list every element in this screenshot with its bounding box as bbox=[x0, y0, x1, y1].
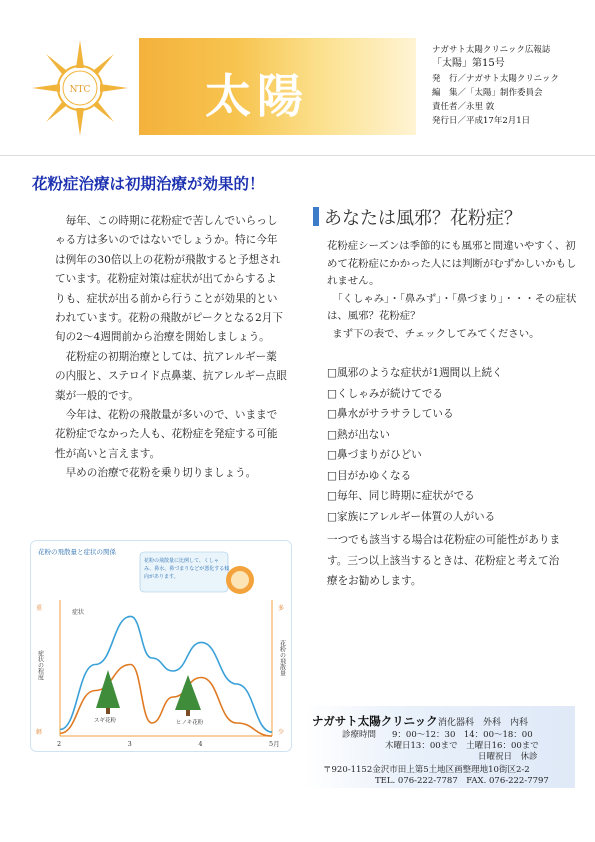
hours-label: 診療時間 bbox=[342, 730, 377, 740]
tree-label: スギ花粉 bbox=[94, 718, 117, 724]
callout-line-3: 向があります。 bbox=[144, 574, 179, 580]
callout-line-1: 花粉の飛散量に比例して、くしゃ bbox=[144, 558, 219, 564]
logo-text: NTC bbox=[69, 85, 91, 95]
intro-text: 「くしゃみ」・「鼻みず」・「鼻づまり」・・・その症状は、風邪？花粉症？ bbox=[327, 292, 577, 323]
x-tick-label: 3 bbox=[127, 740, 132, 748]
paragraph: 早めの治療で花粉を乗り切りましょう。 bbox=[65, 467, 257, 480]
checklist-item: □熱が出ない bbox=[327, 428, 390, 441]
tree-label: ヒノキ花粉 bbox=[176, 720, 204, 726]
y-top-right: 多 bbox=[278, 605, 285, 612]
meta-line: ナガサト太陽クリニック広報誌 bbox=[432, 45, 551, 55]
x-tick-label: 4 bbox=[198, 740, 203, 748]
clinic-address: 〒920-1152金沢市田上第5土地区画整理地10街区2-2 bbox=[323, 765, 530, 775]
clinic-holiday: 日曜祝日 休診 bbox=[478, 752, 538, 762]
quiz-conclusion: 一つでも該当する場合は花粉症の可能性があります。三つ以上該当するときは、花粉症と考えて治療をお勧めします。 bbox=[327, 534, 561, 587]
clinic-departments: 消化器科 外科 内科 bbox=[438, 718, 529, 728]
intro-text: 花粉症シーズンは季節的にも風邪と間違いやすく、初めて花粉症にかかった人には判断がむずかしいかもしれません。 bbox=[327, 240, 577, 288]
checklist-item: □風邪のような症状が1週間以上続く bbox=[327, 367, 503, 379]
series-label: 症状 bbox=[72, 609, 85, 616]
meta-line: 発行日／平成17年2月1日 bbox=[432, 116, 531, 126]
sun-logo-icon bbox=[30, 38, 130, 138]
checklist-item: □鼻づまりがひどい bbox=[327, 449, 422, 461]
newsletter-title: 太陽 bbox=[205, 69, 309, 123]
checklist-item: □鼻水がサラサラしている bbox=[327, 408, 454, 420]
divider bbox=[0, 155, 595, 156]
y-bottom-left: 軽 bbox=[36, 729, 43, 736]
y-label-left: 症状の程度 bbox=[36, 650, 44, 680]
paragraph: 今年は、花粉の飛散量が多いので、いままで花粉症でなかった人も、花粉症を発症する可能性が高いと言えます。 bbox=[55, 409, 278, 460]
clinic-tel: TEL. 076-222-7787 FAX. 076-222-7797 bbox=[375, 776, 549, 786]
y-label-right: 花粉の飛散量 bbox=[278, 640, 286, 676]
x-tick-label: 5月 bbox=[269, 740, 280, 748]
intro-text: まず下の表で、チェックしてみてください。 bbox=[332, 327, 540, 340]
x-tick-label: 2 bbox=[57, 740, 62, 748]
article-body bbox=[55, 212, 287, 484]
chart-title: 花粉の飛散量と症状の関係 bbox=[38, 548, 116, 556]
paragraph: 花粉症の初期治療としては、抗アレルギー薬の内服と、ステロイド点鼻薬、抗アレルギー点眼薬が一般的です。 bbox=[55, 350, 287, 402]
y-top-left: 重 bbox=[36, 605, 43, 612]
meta-line: 発 行／ナガサト太陽クリニック bbox=[432, 74, 559, 84]
checklist-item: □目がかゆくなる bbox=[327, 469, 412, 482]
meta-line: 責任者／永里 敦 bbox=[432, 102, 495, 112]
clinic-hours-2: 木曜日13：00まで 土曜日16：00まで bbox=[385, 741, 539, 751]
pollen-chart bbox=[30, 540, 292, 752]
accent-bar bbox=[313, 207, 319, 226]
checklist-item: □家族にアレルギー体質の人がいる bbox=[327, 510, 496, 523]
clinic-name: ナガサト太陽クリニック bbox=[312, 714, 438, 728]
quiz-intro bbox=[327, 238, 577, 344]
sun-mascot-icon bbox=[226, 566, 254, 594]
symptom-checklist bbox=[327, 363, 503, 527]
meta-issue: 「太陽」第15号 bbox=[432, 58, 505, 69]
article-headline: 花粉症治療は初期治療が効果的！ bbox=[32, 174, 265, 193]
clinic-hours: 9：00〜12：30 14：00〜18：00 bbox=[392, 730, 533, 740]
paragraph: 毎年、この時期に花粉症で苦しんでいらっしゃる方は多いのではないでしょうか。特に今年は例年の30倍以上の花粉が飛散すると予想されています。花粉症対策は症状が出てからするよりも、症状が出る前から行うことが効果的といわれています。花粉の飛散がピークとなる2月下旬の2〜4週間前から治療を開始しましょう。 bbox=[55, 215, 283, 344]
quiz-title: あなたは風邪？花粉症？ bbox=[324, 208, 522, 229]
callout-line-2: み、鼻水、鼻づまりなどが悪化する傾 bbox=[144, 566, 230, 572]
meta-line: 編 集／「太陽」制作委員会 bbox=[432, 88, 543, 98]
checklist-item: □くしゃみが続けてでる bbox=[327, 387, 443, 400]
checklist-item: □毎年、同じ時期に症状がでる bbox=[327, 490, 475, 502]
y-bottom-right: 少 bbox=[278, 729, 285, 736]
